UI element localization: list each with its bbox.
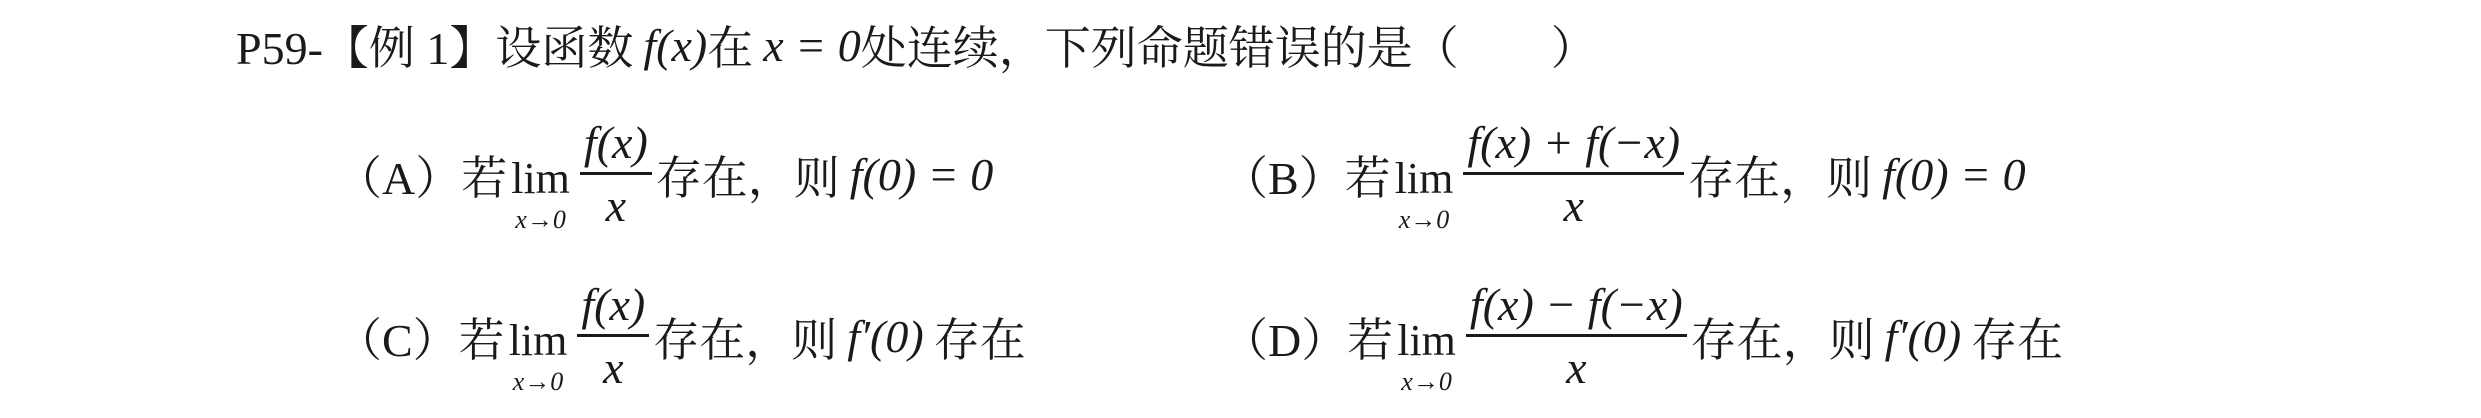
limit-word: lim	[1397, 315, 1456, 365]
option-tail: 存在	[933, 314, 1026, 366]
limit-subscript: x→0	[512, 366, 564, 396]
limit-subscript: x→0	[1398, 204, 1450, 234]
option-conclusion: f(0) = 0	[849, 149, 994, 200]
limit-subscript: x→0	[1401, 366, 1452, 396]
fraction-denominator: x	[603, 342, 624, 393]
fraction	[580, 117, 652, 231]
fraction-denominator: x	[1566, 342, 1587, 393]
option-a[interactable]	[336, 117, 994, 234]
option-label: （C）若	[336, 314, 505, 366]
option-label: （B）若	[1222, 152, 1391, 204]
fraction-numerator: f(x)	[581, 279, 646, 330]
option-d[interactable]	[1222, 279, 2064, 396]
limit-subscript: x→0	[515, 204, 566, 234]
limit-operator	[1394, 153, 1454, 234]
stem-prefix: P59-【例 1】设函数	[236, 23, 634, 74]
option-label: （D）若	[1222, 314, 1394, 366]
stem-suffix: 处连续，下列命题错误的是（ ）	[860, 23, 1597, 74]
question-stem	[236, 8, 1597, 82]
fraction	[577, 279, 649, 393]
option-c[interactable]	[336, 279, 1026, 396]
option-text: 存在，则	[1688, 152, 1873, 204]
limit-word: lim	[511, 153, 570, 203]
option-text: 存在，则	[653, 314, 838, 366]
fraction-numerator: f(x) − f(−x)	[1469, 279, 1683, 330]
stem-mid: 在	[707, 23, 754, 74]
option-conclusion: f(0) = 0	[1882, 149, 2026, 200]
limit-operator	[1397, 315, 1456, 396]
stem-condition: x = 0	[763, 19, 861, 71]
option-text: 存在，则	[655, 152, 840, 204]
option-text: 存在，则	[1690, 314, 1875, 366]
fraction-denominator: x	[605, 180, 627, 231]
fraction	[1463, 117, 1684, 231]
limit-operator	[511, 153, 570, 234]
fraction-numerator: f(x) + f(−x)	[1467, 117, 1681, 168]
limit-word: lim	[1394, 153, 1454, 203]
option-label: （A）若	[336, 152, 508, 204]
limit-operator	[508, 315, 568, 396]
stem-function: f(x)	[643, 19, 708, 71]
fraction	[1466, 279, 1687, 393]
option-conclusion: f′(0)	[847, 311, 924, 362]
fraction-denominator: x	[1563, 180, 1584, 231]
option-tail: 存在	[1971, 314, 2064, 366]
option-conclusion: f′(0)	[1884, 311, 1962, 362]
fraction-numerator: f(x)	[583, 117, 648, 168]
limit-word: lim	[508, 315, 568, 365]
option-b[interactable]	[1222, 117, 2026, 234]
